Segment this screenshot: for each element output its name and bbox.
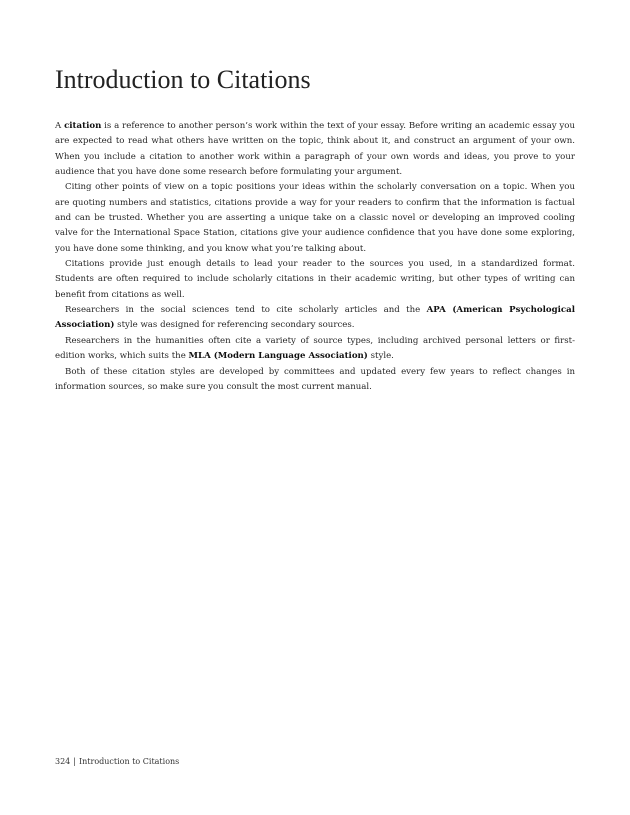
- body-text: [55, 119, 575, 395]
- body-paragraph: [55, 119, 575, 180]
- paragraph-text: is a reference to another person’s work within the text of your essay. Before writing an academic essay you are expected to read what others have written on the topic, think about it, and construct an argument of your own. When you include a citation to another work within a paragraph of your own words and ideas, you prove to your audience that you have done some research before formulating your argument.: [55, 121, 575, 178]
- paragraph-text: Researchers in the humanities often cite a variety of source types, including archived personal letters or first-edition works, which suits the: [55, 335, 575, 362]
- paragraph-text: A: [55, 121, 65, 131]
- footer-section-title: Introduction to Citations: [78, 757, 180, 766]
- paragraph-text: Researchers in the social sciences tend to cite scholarly articles and the: [65, 305, 427, 316]
- page-number: 324: [55, 757, 71, 766]
- body-paragraph: [55, 303, 575, 334]
- body-paragraph: [55, 257, 575, 303]
- paragraph-text: Citations provide just enough details to lead your reader to the sources you used, in a standardized format. Students are often required to include scholarly citations in their academic writing, but other types of writing can benefit from citations as well.: [55, 259, 575, 300]
- body-paragraph: [55, 180, 575, 257]
- paragraph-text: style was designed for referencing secondary sources.: [114, 320, 355, 331]
- body-paragraph: [55, 334, 575, 365]
- key-term: APA (American Psychological Association): [55, 305, 575, 331]
- paragraph-text: style.: [367, 351, 394, 362]
- key-term: MLA (Modern Language Association): [188, 351, 368, 362]
- body-paragraph: [55, 365, 575, 396]
- page-footer: [55, 756, 179, 768]
- paragraph-text: Both of these citation styles are developed by committees and updated every few years to reflect changes in information sources, so make sure you consult the most current manual.: [55, 366, 575, 392]
- footer-separator: |: [73, 757, 76, 766]
- page-title: Introduction to Citations: [55, 65, 311, 94]
- paragraph-text: Citing other points of view on a topic positions your ideas within the scholarly conversation on a topic. When you are quoting numbers and statistics, citations provide a way for your readers to confirm that the information is factual and can be trusted. Whether you are asserting a unique take on a classic novel or developing an improved cooling valve for the International Space Station, citations give your audience confidence that you have done some exploring, you have done some thinking, and you know what you’re talking about.: [55, 182, 575, 254]
- key-term: citation: [64, 121, 102, 131]
